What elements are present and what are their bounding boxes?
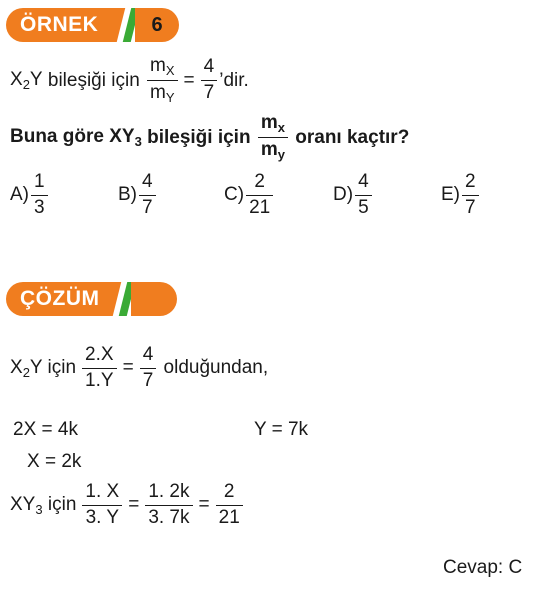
example-number-badge xyxy=(135,8,179,42)
example-badge-label: ÖRNEK xyxy=(20,13,99,36)
solution-ratio-1: $\frac{1. X}{3. Y}$ xyxy=(82,482,122,529)
option-value: $\frac{1}{3}$ xyxy=(31,172,48,219)
solution-equals-1: = xyxy=(128,494,140,516)
solution-line-4 xyxy=(10,482,245,529)
solution-suffix: olduğundan, xyxy=(158,357,269,379)
given-equals: = xyxy=(183,69,195,91)
solution-line-1 xyxy=(10,345,268,392)
question-text xyxy=(10,113,409,163)
option-a[interactable] xyxy=(10,172,50,219)
option-d[interactable] xyxy=(333,172,374,219)
solution-ratio: $\frac{2.X}{1.Y}$ xyxy=(82,345,117,392)
option-label: E) xyxy=(441,184,460,206)
solution-badge xyxy=(6,282,122,316)
solution-ratio-2: $\frac{1. 2k}{3. 7k}$ xyxy=(145,482,192,529)
solution-badge-tail xyxy=(131,282,177,316)
option-label: D) xyxy=(333,184,354,206)
solution-ratio-3: $\frac{2}{21}$ xyxy=(216,482,243,529)
example-number: 6 xyxy=(151,13,163,36)
given-phrase: bileşiği için xyxy=(42,69,146,91)
option-label: A) xyxy=(10,184,29,206)
equation-y: Y = 7k xyxy=(254,419,309,440)
solution-compound: $X_2Y$ için xyxy=(10,356,77,380)
option-value: $\frac{2}{21}$ xyxy=(246,172,273,219)
option-value: $\frac{4}{7}$ xyxy=(139,172,156,219)
answer-text: Cevap: C xyxy=(443,557,523,578)
given-mass-ratio: $\frac{m_X}{m_Y}$ xyxy=(147,56,178,106)
solution-compound-xy3: $XY_3$ için xyxy=(10,493,77,517)
option-c[interactable] xyxy=(224,172,275,219)
question-phrase: bileşiği için xyxy=(141,126,256,148)
option-label: B) xyxy=(118,184,137,206)
option-label: C) xyxy=(224,184,245,206)
solution-badge-label: ÇÖZÜM xyxy=(20,287,100,310)
option-e[interactable] xyxy=(441,172,481,219)
equation-x: X = 2k xyxy=(27,451,82,472)
option-value: $\frac{2}{7}$ xyxy=(462,172,479,219)
option-b[interactable] xyxy=(118,172,158,219)
given-compound: $X_2Y$ xyxy=(10,69,43,93)
solution-value: $\frac{4}{7}$ xyxy=(140,345,157,392)
given-value: $\frac{4}{7}$ xyxy=(201,57,218,104)
question-prefix: Buna göre $XY_3$ xyxy=(10,126,142,150)
question-mass-ratio: $\frac{m_x}{m_y}$ xyxy=(258,113,288,163)
solution-equals-2: = xyxy=(198,494,210,516)
given-suffix: ’dir. xyxy=(219,69,249,91)
question-suffix: oranı kaçtır? xyxy=(289,126,410,148)
equation-2x: 2X = 4k xyxy=(13,419,78,440)
solution-equals: = xyxy=(122,357,134,379)
example-badge xyxy=(6,8,126,42)
given-statement xyxy=(10,56,249,106)
option-value: $\frac{4}{5}$ xyxy=(355,172,372,219)
